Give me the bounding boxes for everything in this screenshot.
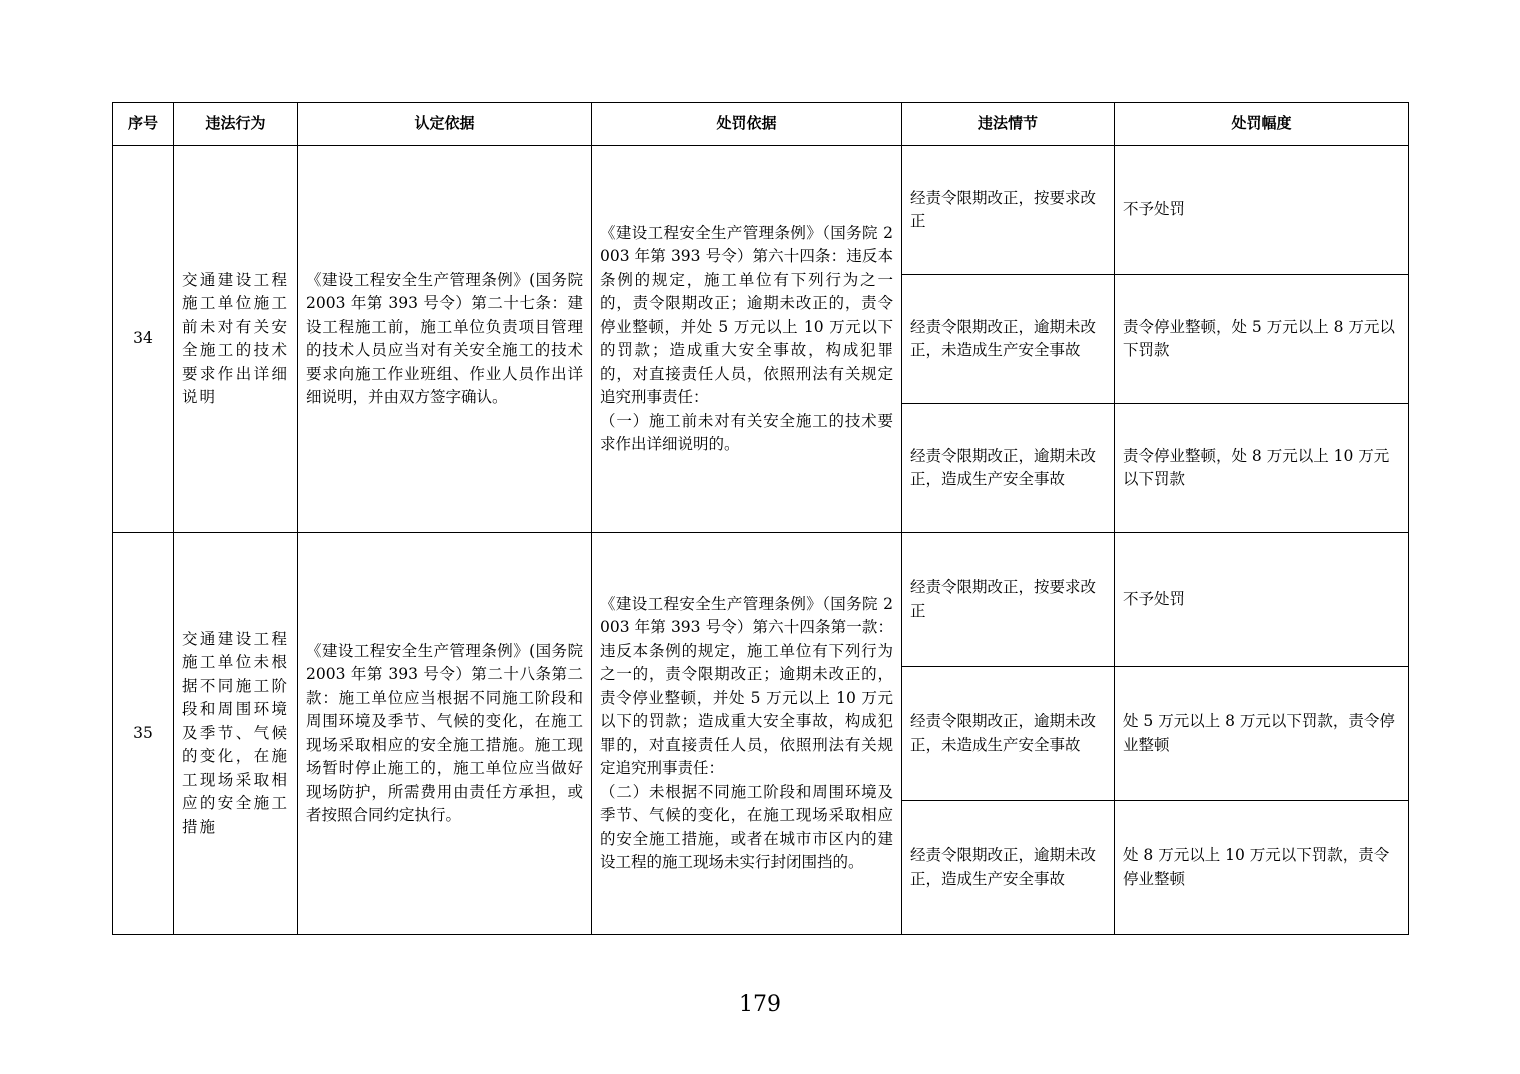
penalty-table bbox=[112, 102, 1409, 935]
page-number: 179 bbox=[739, 992, 781, 1017]
penalty-basis: 《建设工程安全生产管理条例》（国务院 2003 年第 393 号令）第六十四条：违反本条例的规定，施工单位有下列行为之一的，责令限期改正；逾期未改正的，责令停业整顿，并处 5 万元以上 10 万元以下的罚款；造成重大安全事故，构成犯罪的，对直接责任人员，依照刑法有关规定追究刑事责任： （一）施工前未对有关安全施工的技术要求作出详细说明的。 bbox=[592, 146, 902, 533]
header-row bbox=[113, 103, 1409, 146]
header-range: 处罚幅度 bbox=[1115, 103, 1409, 146]
violation-plot: 经责令限期改正，按要求改正 bbox=[902, 533, 1115, 667]
penalty-range: 处 8 万元以上 10 万元以下罚款，责令停业整顿 bbox=[1115, 801, 1409, 935]
violation-act: 交通建设工程施工单位施工前未对有关安全施工的技术要求作出详细说明 bbox=[174, 146, 298, 533]
header-basis: 认定依据 bbox=[298, 103, 592, 146]
violation-plot: 经责令限期改正，逾期未改正，造成生产安全事故 bbox=[902, 404, 1115, 533]
violation-plot: 经责令限期改正，按要求改正 bbox=[902, 146, 1115, 275]
header-no: 序号 bbox=[113, 103, 174, 146]
penalty-basis: 《建设工程安全生产管理条例》（国务院 2003 年第 393 号令）第六十四条第一款：违反本条例的规定，施工单位有下列行为之一的，责令限期改正；逾期未改正的，责令停业整顿，并处 5 万元以上 10 万元以下的罚款；造成重大安全事故，构成犯罪的，对直接责任人员，依照刑法有关规定追究刑事责任： （二）未根据不同施工阶段和周围环境及季节、气候的变化，在施工现场采取相应的安全施工措施，或者在城市市区内的建设工程的施工现场未实行封闭围挡的。 bbox=[592, 533, 902, 935]
header-plot: 违法情节 bbox=[902, 103, 1115, 146]
violation-plot: 经责令限期改正，逾期未改正，未造成生产安全事故 bbox=[902, 667, 1115, 801]
violation-plot: 经责令限期改正，逾期未改正，未造成生产安全事故 bbox=[902, 275, 1115, 404]
identification-basis: 《建设工程安全生产管理条例》(国务院 2003 年第 393 号令）第二十八条第二款：施工单位应当根据不同施工阶段和周围环境及季节、气候的变化，在施工现场采取相应的安全施工措施。施工现场暂时停止施工的，施工单位应当做好现场防护，所需费用由责任方承担，或者按照合同约定执行。 bbox=[298, 533, 592, 935]
penalty-range: 不予处罚 bbox=[1115, 146, 1409, 275]
header-act: 违法行为 bbox=[174, 103, 298, 146]
table-row bbox=[113, 533, 1409, 667]
header-penalty-basis: 处罚依据 bbox=[592, 103, 902, 146]
row-number: 34 bbox=[113, 146, 174, 533]
penalty-range: 责令停业整顿，处 8 万元以上 10 万元以下罚款 bbox=[1115, 404, 1409, 533]
identification-basis: 《建设工程安全生产管理条例》(国务院 2003 年第 393 号令）第二十七条：建设工程施工前，施工单位负责项目管理的技术人员应当对有关安全施工的技术要求向施工作业班组、作业人员作出详细说明，并由双方签字确认。 bbox=[298, 146, 592, 533]
violation-act: 交通建设工程施工单位未根据不同施工阶段和周围环境及季节、气候的变化，在施工现场采取相应的安全施工措施 bbox=[174, 533, 298, 935]
penalty-range: 不予处罚 bbox=[1115, 533, 1409, 667]
table-row bbox=[113, 146, 1409, 275]
penalty-range: 责令停业整顿，处 5 万元以上 8 万元以下罚款 bbox=[1115, 275, 1409, 404]
penalty-range: 处 5 万元以上 8 万元以下罚款，责令停业整顿 bbox=[1115, 667, 1409, 801]
violation-plot: 经责令限期改正，逾期未改正，造成生产安全事故 bbox=[902, 801, 1115, 935]
row-number: 35 bbox=[113, 533, 174, 935]
